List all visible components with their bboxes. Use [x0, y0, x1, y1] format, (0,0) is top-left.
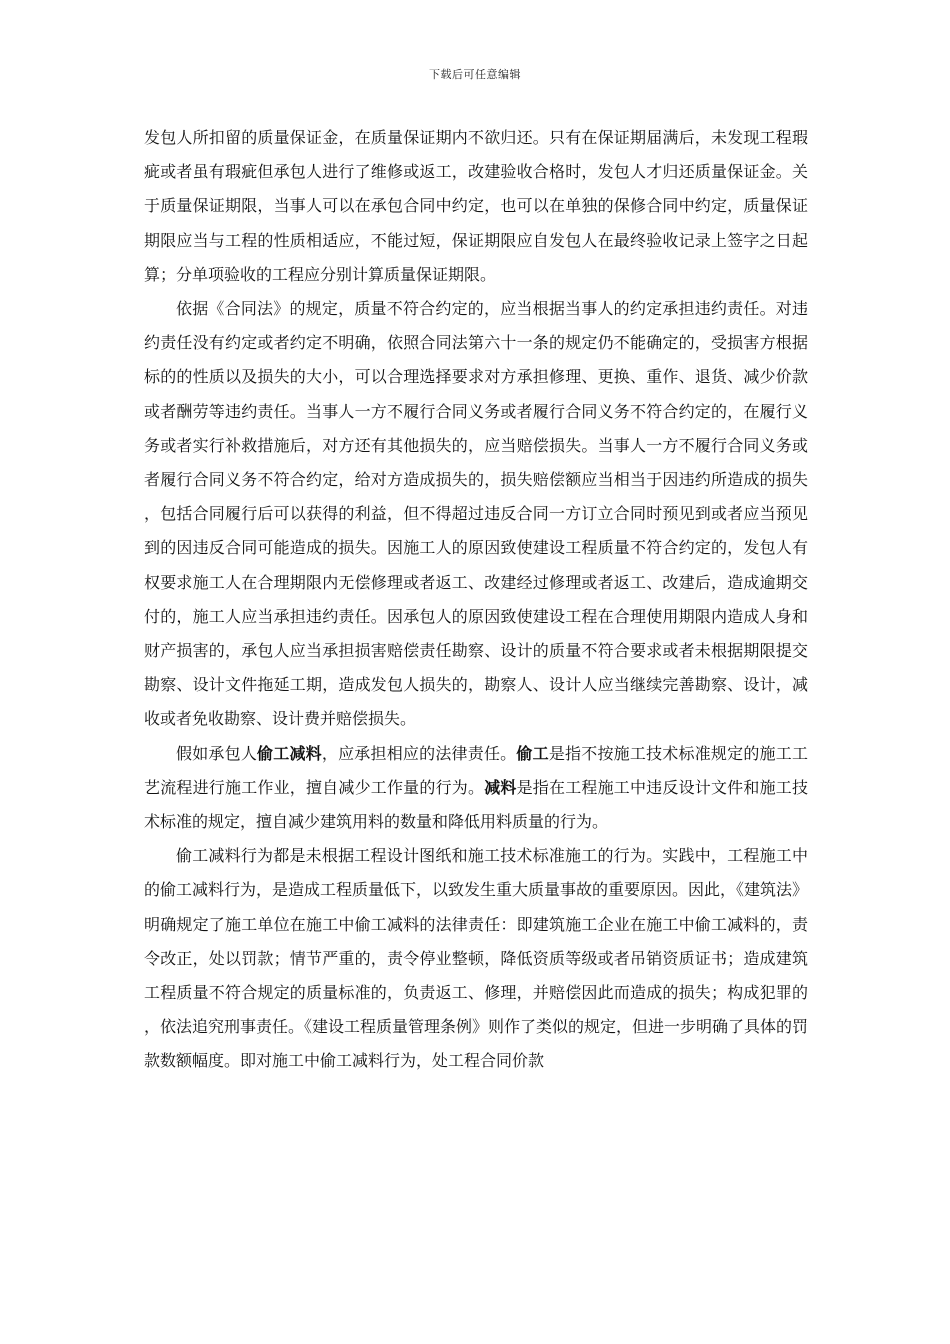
paragraph-text: ，应承担相应的法律责任。 [321, 743, 517, 763]
paragraph-text: 假如承包人 [176, 743, 258, 763]
paragraph-text: 发包人所扣留的质量保证金，在质量保证期内不欲归还。只有在保证期届满后，未发现工程瑕疵或者虽有瑕疵但承包人进行了维修或返工，改建验收合格时，发包人才归还质量保证金。关于质量保证期限，当事人可以在承包合同中约定，也可以在单独的保修合同中约定，质量保证期限应当与工程的性质相适应，不能过短，保证期限应自发包人在最终验收记录上签字之日起算；分单项验收的工程应分别计算质量保证期限。 [144, 128, 808, 284]
paragraph-text: 偷工减料行为都是未根据工程设计图纸和施工技术标准施工的行为。实践中，工程施工中的偷工减料行为，是造成工程质量低下，以致发生重大质量事故的重要原因。因此，《建筑法》明确规定了施工单位在施工中偷工减料的法律责任：即建筑施工企业在施工中偷工减料的，责令改正，处以罚款；情节严重的，责令停业整顿，降低资质等级或者吊销资质证书；造成建筑工程质量不符合规定的质量标准的，负责返工、修理，并赔偿因此而造成的损失；构成犯罪的，依法追究刑事责任。《建设工程质量管理条例》则作了类似的规定，但进一步明确了具体的罚款数额幅度。即对施工中偷工减料行为，处工程合同价款 [144, 846, 809, 1071]
bold-term-tougong-jianliao: 偷工减料 [257, 743, 322, 763]
paragraph-cutting-corners-definition [144, 737, 808, 840]
bold-term-tougong: 偷工 [516, 743, 549, 763]
paragraph-construction-law-penalties [144, 839, 808, 1078]
paragraph-text: 是指不按施工技术标准规定的施工工艺流程进行施工作业，擅自减少工作量的行为。 [144, 743, 808, 797]
paragraph-contract-law-liability [144, 292, 808, 737]
page-header: 下载后可任意编辑 [429, 68, 521, 81]
bold-term-jianliao: 减料 [484, 777, 517, 797]
paragraph-warranty-deposit [144, 121, 808, 292]
document-body [144, 121, 808, 1079]
paragraph-text: 依据《合同法》的规定，质量不符合约定的，应当根据当事人的约定承担违约责任。对违约责任没有约定或者约定不明确，依照合同法第六十一条的规定仍不能确定的，受损害方根据标的的性质以及损失的大小，可以合理选择要求对方承担修理、更换、重作、退货、减少价款或者酬劳等违约责任。当事人一方不履行合同义务或者履行合同义务不符合约定的，在履行义务或者实行补救措施后，对方还有其他损失的，应当赔偿损失。当事人一方不履行合同义务或者履行合同义务不符合约定，给对方造成损失的，损失赔偿额应当相当于因违约所造成的损失，包括合同履行后可以获得的利益，但不得超过违反合同一方订立合同时预见到或者应当预见到的因违反合同可能造成的损失。因施工人的原因致使建设工程质量不符合约定的，发包人有权要求施工人在合理期限内无偿修理或者返工、改建经过修理或者返工、改建后，造成逾期交付的，施工人应当承担违约责任。因承包人的原因致使建设工程在合理使用期限内造成人身和财产损害的，承包人应当承担损害赔偿责任勘察、设计的质量不符合要求或者未根据期限提交勘察、设计文件拖延工期，造成发包人损失的，勘察人、设计人应当继续完善勘察、设计，减收或者免收勘察、设计费并赔偿损失。 [144, 299, 808, 729]
paragraph-text: 是指在工程施工中违反设计文件和施工技术标准的规定，擅自减少建筑用料的数量和降低用料质量的行为。 [144, 777, 808, 832]
